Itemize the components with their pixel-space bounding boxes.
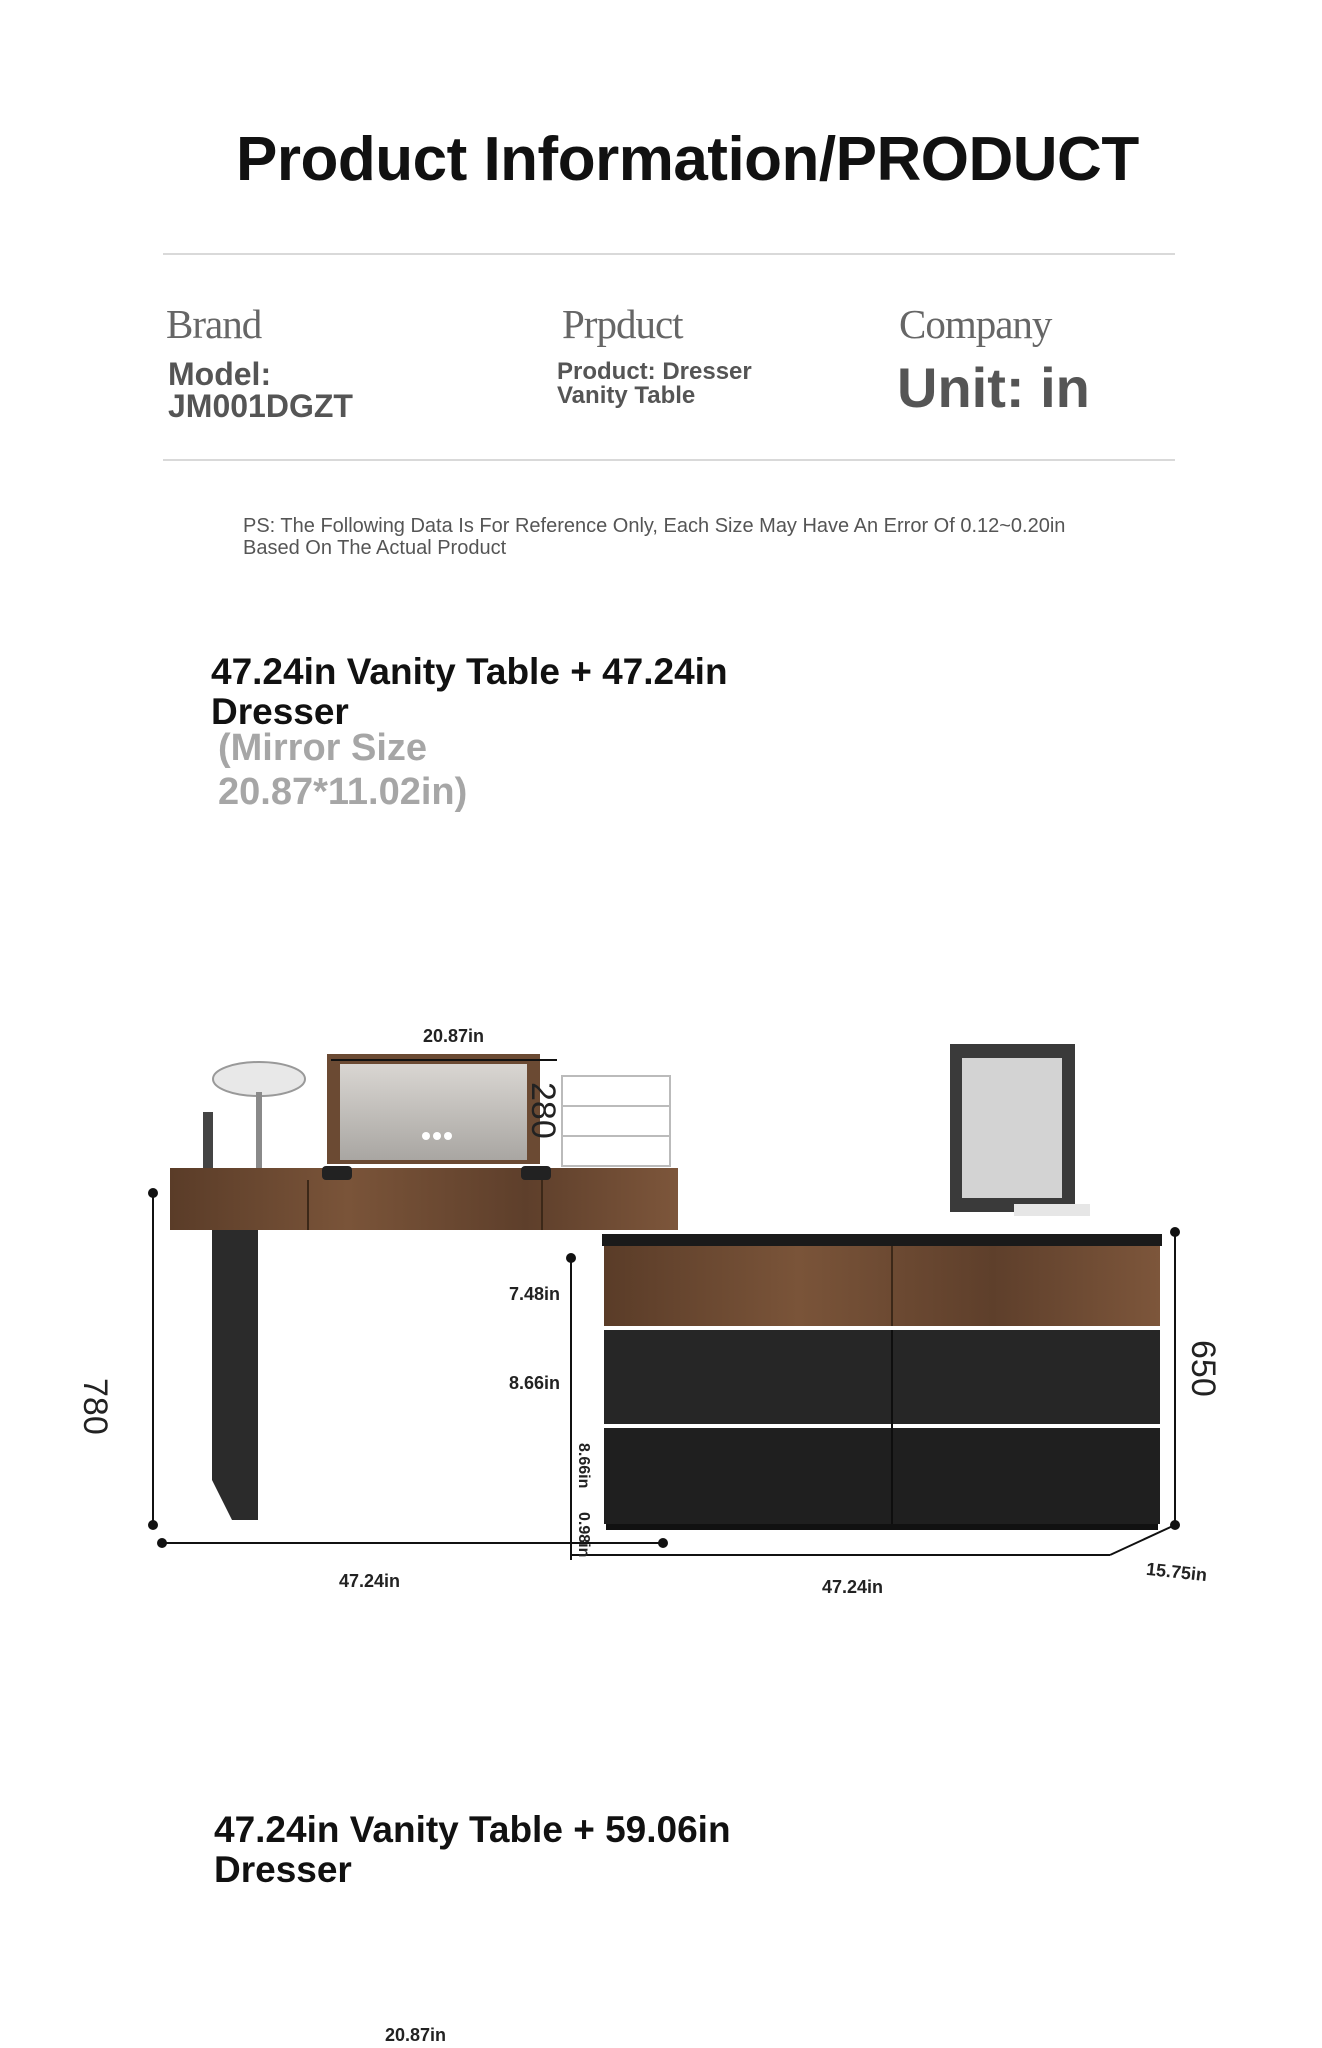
furniture-illustration: [0, 980, 1322, 1620]
unit-value: Unit: in: [897, 356, 1090, 419]
dim-gap: 0.98in: [575, 1512, 592, 1558]
company-label: Company: [899, 301, 1052, 347]
section2-title-line-2: Dresser: [214, 1849, 352, 1890]
brand-label: Brand: [166, 301, 262, 347]
dim-drawer-top: 7.48in: [509, 1284, 561, 1304]
dresser-middle-drawers: [604, 1330, 1160, 1424]
section2-title: [214, 1810, 731, 1890]
product-value: [557, 360, 752, 408]
dim-dresser-width: 47.24in: [822, 1577, 884, 1597]
mirror-light: [444, 1132, 452, 1140]
dresser-top-drawers: [604, 1246, 1160, 1326]
lamp-stem: [256, 1092, 262, 1168]
dresser-top: [602, 1234, 1162, 1246]
model-line-1: Model:: [168, 356, 272, 392]
divider-top: [163, 253, 1175, 255]
handle: [521, 1166, 551, 1180]
mirror-light: [433, 1132, 441, 1140]
vanity-leg: [212, 1230, 258, 1520]
dresser-base: [606, 1524, 1158, 1530]
dresser: [602, 1044, 1162, 1530]
mirror-size: [218, 726, 467, 814]
mirror-size-line-2: 20.87*11.02in): [218, 771, 468, 813]
section2-title-line-1: 47.24in Vanity Table + 59.06in: [214, 1809, 731, 1850]
mirror-size-line-1: (Mirror Size: [218, 727, 428, 769]
dim-mirror-height: 280: [524, 1082, 562, 1139]
dim-drawer-bottom: 8.66in: [575, 1443, 592, 1489]
dim-dresser-height: 650: [1184, 1340, 1222, 1397]
handle: [322, 1166, 352, 1180]
art-print: [962, 1058, 1062, 1198]
lamp-shade: [213, 1062, 305, 1096]
mirror-glass: [340, 1064, 527, 1160]
dim-table-width: 47.24in: [339, 1571, 401, 1591]
model-value: [168, 358, 353, 422]
dim-depth: 15.75in: [1145, 1558, 1208, 1586]
books: [1014, 1204, 1090, 1216]
product-label: Prpduct: [562, 301, 683, 347]
product-line-1: Product: Dresser: [557, 358, 752, 385]
section1-title-line-1: 47.24in Vanity Table + 47.24in: [211, 651, 728, 692]
dim-drawer-mid: 8.66in: [509, 1373, 561, 1393]
figurine: [203, 1112, 213, 1168]
product-line-2: Vanity Table: [557, 382, 696, 409]
page-title: Product Information/PRODUCT: [236, 125, 1139, 194]
section1-title: [211, 652, 728, 732]
mirror-light: [422, 1132, 430, 1140]
dim-table-height: 780: [76, 1378, 114, 1435]
model-line-2: JM001DGZT: [168, 388, 353, 424]
vanity-drawer-box: [170, 1168, 678, 1230]
dresser-bottom-drawers: [604, 1428, 1160, 1524]
display-shelf: [562, 1076, 670, 1166]
divider-bottom: [163, 459, 1175, 461]
section1-title-line-2: Dresser: [211, 691, 349, 732]
reference-note: PS: The Following Data Is For Reference Only, Each Size May Have An Error Of 0.12~0.20in Based On The Actual Product: [243, 515, 1066, 559]
dim-section2-mirror-width: 20.87in: [385, 2025, 447, 2045]
vanity-table: [170, 1054, 678, 1520]
dim-mirror-width: 20.87in: [423, 1026, 485, 1046]
